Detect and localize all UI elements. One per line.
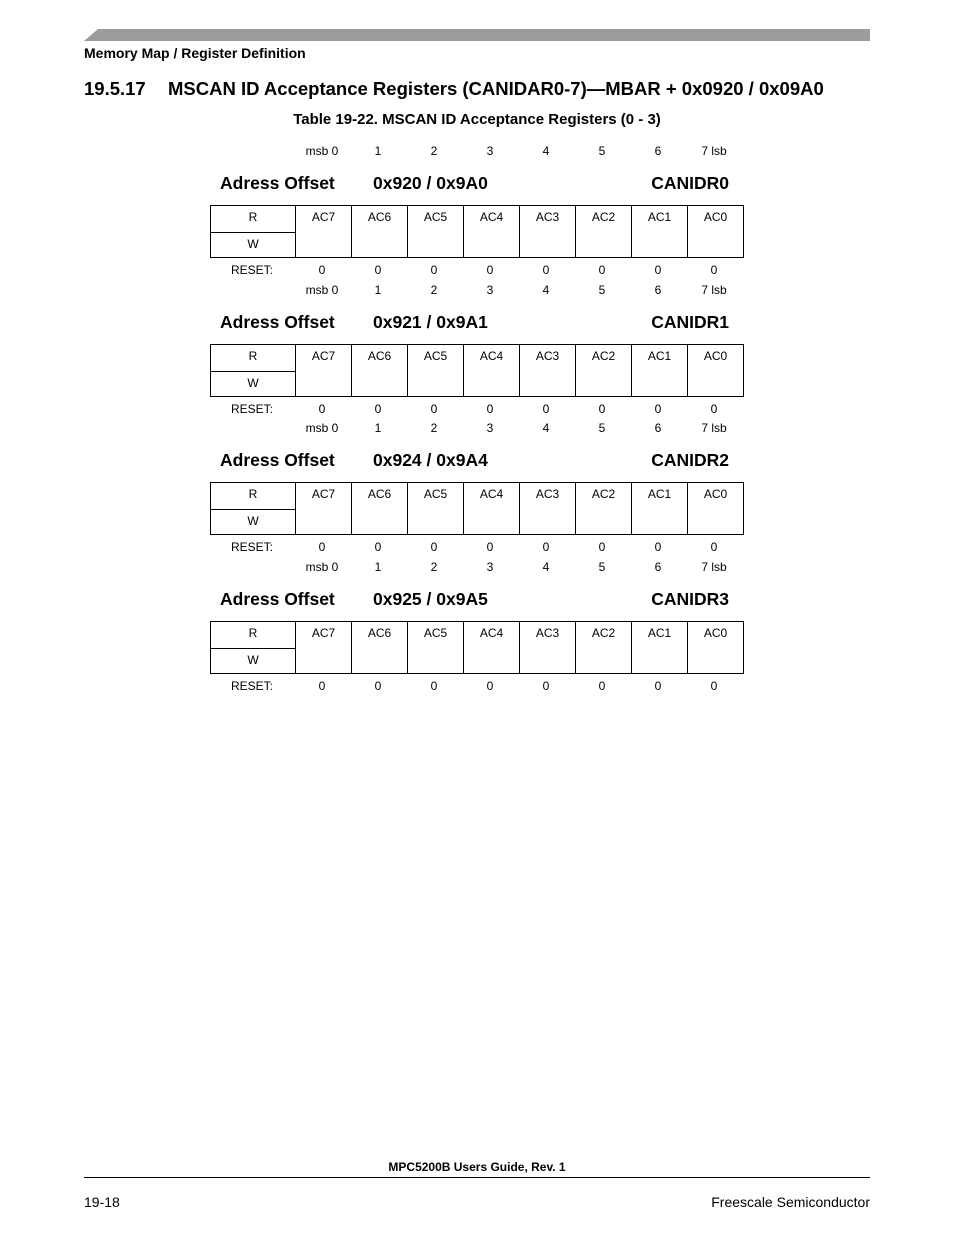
bit-field: AC5 xyxy=(408,622,464,673)
read-row-label: R xyxy=(211,483,295,510)
register-header xyxy=(210,173,744,195)
reset-value: 0 xyxy=(542,402,550,416)
offset-label: Adress Offset xyxy=(220,450,335,470)
reset-value: 0 xyxy=(598,402,606,416)
footer-rule xyxy=(84,1177,870,1178)
bit-field: AC4 xyxy=(464,206,520,257)
reset-value: 0 xyxy=(430,402,438,416)
bit-field: AC7 xyxy=(296,483,352,534)
bit-number: 7 lsb xyxy=(701,421,727,435)
register-header xyxy=(210,450,744,472)
bit-number: 2 xyxy=(430,421,438,435)
reset-label: RESET: xyxy=(230,263,273,277)
reset-value: 0 xyxy=(486,402,494,416)
reset-value: 0 xyxy=(598,263,606,277)
reset-row xyxy=(210,540,744,554)
bit-number-row xyxy=(210,283,744,297)
page-number: 19-18 xyxy=(84,1194,120,1210)
bit-number: 5 xyxy=(598,560,606,574)
bit-number: 3 xyxy=(486,560,494,574)
reset-value: 0 xyxy=(318,402,326,416)
register-field-grid xyxy=(210,344,744,397)
register-name: CANIDR0 xyxy=(651,173,729,193)
register-canidr3 xyxy=(210,560,744,693)
write-row-label: W xyxy=(247,514,259,528)
reset-value: 0 xyxy=(598,679,606,693)
bit-number: 4 xyxy=(542,144,550,158)
reset-value: 0 xyxy=(710,263,718,277)
bit-number: 6 xyxy=(654,421,662,435)
reset-value: 0 xyxy=(374,402,382,416)
bit-field: AC6 xyxy=(352,622,408,673)
running-head: Memory Map / Register Definition xyxy=(84,45,306,61)
bit-number: 4 xyxy=(542,560,550,574)
bit-number: 6 xyxy=(654,283,662,297)
reset-value: 0 xyxy=(654,540,662,554)
reset-label: RESET: xyxy=(230,540,273,554)
read-row-label: R xyxy=(211,622,295,649)
reset-value: 0 xyxy=(430,679,438,693)
bit-field: AC3 xyxy=(520,622,576,673)
write-row-label: W xyxy=(247,237,259,251)
section-heading: MSCAN ID Acceptance Registers (CANIDAR0-7)—MBAR + 0x0920 / 0x09A0 xyxy=(168,78,824,99)
table-title: Table 19-22. MSCAN ID Acceptance Registers (0 - 3) xyxy=(293,111,661,128)
register-header xyxy=(210,312,744,334)
bit-number: 4 xyxy=(542,283,550,297)
section-number: 19.5.17 xyxy=(84,78,146,99)
reset-value: 0 xyxy=(710,679,718,693)
reset-value: 0 xyxy=(430,263,438,277)
company-name: Freescale Semiconductor xyxy=(711,1194,870,1210)
bit-field: AC1 xyxy=(632,345,688,396)
register-name: CANIDR1 xyxy=(651,312,729,332)
rw-label-column xyxy=(211,206,296,257)
bit-number: 1 xyxy=(374,560,382,574)
register-field-grid xyxy=(210,621,744,674)
bit-number: msb 0 xyxy=(305,144,339,158)
read-row-label: R xyxy=(211,206,295,233)
offset-value: 0x925 / 0x9A5 xyxy=(373,589,488,609)
register-canidr1 xyxy=(210,283,744,416)
bit-field: AC0 xyxy=(703,210,728,224)
reset-value: 0 xyxy=(374,540,382,554)
offset-label: Adress Offset xyxy=(220,173,335,193)
section-title xyxy=(84,78,824,100)
bit-field: AC3 xyxy=(520,206,576,257)
reset-value: 0 xyxy=(430,540,438,554)
reset-value: 0 xyxy=(486,540,494,554)
reset-value: 0 xyxy=(654,263,662,277)
bit-number: 2 xyxy=(430,144,438,158)
reset-value: 0 xyxy=(374,263,382,277)
bit-field: AC7 xyxy=(296,622,352,673)
register-field-grid xyxy=(210,205,744,258)
reset-value: 0 xyxy=(542,679,550,693)
bit-field: AC2 xyxy=(576,206,632,257)
bit-field: AC7 xyxy=(296,345,352,396)
read-row-label: R xyxy=(211,345,295,372)
reset-value: 0 xyxy=(598,540,606,554)
register-name: CANIDR3 xyxy=(651,589,729,609)
reset-value: 0 xyxy=(486,263,494,277)
reset-value: 0 xyxy=(542,540,550,554)
bit-field: AC5 xyxy=(408,206,464,257)
offset-value: 0x921 / 0x9A1 xyxy=(373,312,488,332)
bit-number: msb 0 xyxy=(305,283,339,297)
bit-field: AC7 xyxy=(296,206,352,257)
reset-value: 0 xyxy=(542,263,550,277)
reset-value: 0 xyxy=(486,679,494,693)
reset-value: 0 xyxy=(318,679,326,693)
write-row-label: W xyxy=(247,653,259,667)
bit-number-row xyxy=(210,144,744,158)
rw-label-column xyxy=(211,483,296,534)
offset-value: 0x924 / 0x9A4 xyxy=(373,450,488,470)
bit-field: AC3 xyxy=(520,345,576,396)
bit-field: AC5 xyxy=(408,483,464,534)
bit-field: AC0 xyxy=(703,487,728,501)
register-name: CANIDR2 xyxy=(651,450,729,470)
reset-value: 0 xyxy=(710,540,718,554)
rw-label-column xyxy=(211,622,296,673)
reset-row xyxy=(210,402,744,416)
bit-field: AC0 xyxy=(703,349,728,363)
bit-number: 1 xyxy=(374,283,382,297)
bit-field: AC6 xyxy=(352,206,408,257)
bit-number: msb 0 xyxy=(305,560,339,574)
bit-number: 6 xyxy=(654,144,662,158)
reset-value: 0 xyxy=(318,263,326,277)
bit-number: 1 xyxy=(374,421,382,435)
bit-number: 7 lsb xyxy=(701,283,727,297)
bit-field: AC2 xyxy=(576,483,632,534)
bit-field: AC4 xyxy=(464,622,520,673)
rw-label-column xyxy=(211,345,296,396)
bit-number: 4 xyxy=(542,421,550,435)
reset-value: 0 xyxy=(318,540,326,554)
bit-field: AC1 xyxy=(632,483,688,534)
register-header xyxy=(210,589,744,611)
bit-number: 2 xyxy=(430,283,438,297)
reset-value: 0 xyxy=(654,679,662,693)
reset-value: 0 xyxy=(654,402,662,416)
register-canidr0 xyxy=(210,144,744,277)
bit-number: 1 xyxy=(374,144,382,158)
footer-doc-title: MPC5200B Users Guide, Rev. 1 xyxy=(388,1160,566,1174)
bit-field: AC5 xyxy=(408,345,464,396)
write-row-label: W xyxy=(247,376,259,390)
bit-number: 6 xyxy=(654,560,662,574)
register-field-grid xyxy=(210,482,744,535)
bit-number: 2 xyxy=(430,560,438,574)
bit-field: AC4 xyxy=(464,483,520,534)
reset-row xyxy=(210,263,744,277)
bit-number: msb 0 xyxy=(305,421,339,435)
bit-field: AC1 xyxy=(632,622,688,673)
bit-field: AC3 xyxy=(520,483,576,534)
bit-field: AC0 xyxy=(703,626,728,640)
bit-field: AC4 xyxy=(464,345,520,396)
bit-field: AC2 xyxy=(576,622,632,673)
bit-number: 5 xyxy=(598,283,606,297)
reset-value: 0 xyxy=(374,679,382,693)
bit-number: 3 xyxy=(486,283,494,297)
offset-label: Adress Offset xyxy=(220,312,335,332)
bit-number-row xyxy=(210,421,744,435)
bit-field: AC2 xyxy=(576,345,632,396)
reset-row xyxy=(210,679,744,693)
bit-number: 3 xyxy=(486,144,494,158)
bit-number: 3 xyxy=(486,421,494,435)
bit-number: 7 lsb xyxy=(701,560,727,574)
bit-number: 5 xyxy=(598,421,606,435)
bit-number: 7 lsb xyxy=(701,144,727,158)
bit-field: AC6 xyxy=(352,345,408,396)
reset-label: RESET: xyxy=(230,679,273,693)
bit-number: 5 xyxy=(598,144,606,158)
offset-value: 0x920 / 0x9A0 xyxy=(373,173,488,193)
bit-field: AC1 xyxy=(632,206,688,257)
reset-value: 0 xyxy=(710,402,718,416)
header-bar xyxy=(84,29,870,41)
offset-label: Adress Offset xyxy=(220,589,335,609)
reset-label: RESET: xyxy=(230,402,273,416)
bit-field: AC6 xyxy=(352,483,408,534)
register-canidr2 xyxy=(210,421,744,554)
bit-number-row xyxy=(210,560,744,574)
